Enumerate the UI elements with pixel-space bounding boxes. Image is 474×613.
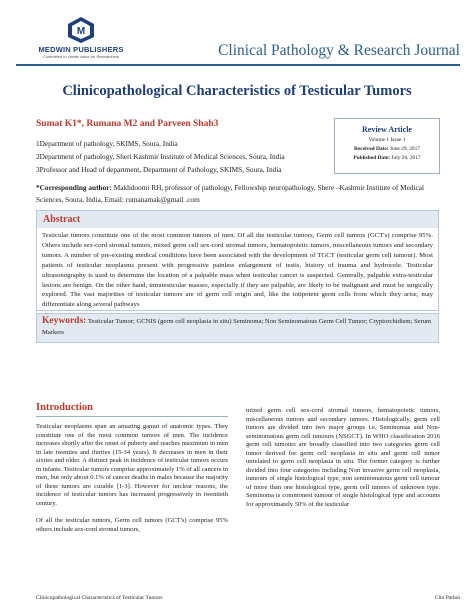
intro-paragraph-1: Testicular neoplasms span an amazing gamut of anatomic types. They constitute one of the most common tumors of men. The incidence increases shortly after the onset of puberty and reaches maximum in men in late twenties and thirties (15-34 years). It decreases in men in their sixties and older. A distinct peak in incidence of testicular tumors occurs in infants. Testicular tumors comprise approximately 1% of all cancers in men, but only about 0.1% of cancer deaths in males because the majority of these tumors are curable [1-3]. However for unclear reasons, the incidence of testicular tumors has increased progressively in twentieth century. [36,423,228,507]
publisher-name: MEDWIN PUBLISHERS [38,45,124,54]
footer-article-title: Clinicopathological Characteristics of Testicular Tumors [36,595,163,601]
affiliation-2: 2Department of pathology, Sheri Kashmir Institute of Medical Sciences, Soura, India [36,152,285,161]
author-list: Sumat K1*, Rumana M2 and Parveen Shah3 [36,119,219,129]
publisher-tagline: Committed to create value for Researchers [42,54,120,59]
abstract-box [36,210,439,311]
affiliation-1: 1Department of pathology, SKIMS, Soura, India [36,139,178,148]
received-date: Received Date: June 29, 2017 [353,146,421,152]
keywords-label: Keywords: [42,316,87,326]
body-column-right [246,407,440,510]
corresponding-author [36,182,438,206]
published-date: Published Date: July 26, 2017 [353,155,421,161]
abstract-text: Testicular tumors constitute one of the most common tumors of men. Of all the testicular tumors, Germ cell tumors (GCT's) comprise 95%. Others include sex-cord stromal tumors, mixed germ cell sex-cord stromal tumors, hematopoietic tumors, miscellaneous tumors and secondary tumors. A number of pre-existing medical conditions have been associated with the development of TGCT (testicular germ cell tumour). Most patients of testicular neoplasms present with progressive painless enlargement of testis, history of trauma and hydrocele. Testicular ultrasonography is used to determine the location of a palpable mass when testicular cancer is suspected. Generally, palpable extra-testicular lesions are benign. On the other hand, intratesticular masses, especially if they are palpable, are likely to be malignant and must be surgically explored. The vast majorities of testicular tumors are of germ cell origin and, like the totipotent germ cells from which they arise, may differentiate along several pathways [42,232,433,309]
body-column-left [36,423,228,535]
intro-paragraph-3: mixed germ cell sex-cord stromal tumors, hematopoietic tumors, miscellaneous tumors and secondary tumors. Histologically, germ cell tumors are divided into two major groups i.e. Seminomas and Non-seminomatous germ cell tumours (NSGCT). In WHO classification 2016 germ cell tumours are broadly classified into two categories germ cell tumor derived for germ cell neoplasia in situ and germ cell tumor unrelated to germ cell neoplasia in situ. The former category is further divided into four categories including Non invasive germ cell neoplasia, tumours of single histological type, non seminomatous germ cell tumour of more than one histological type, germ cell tumors of unknown type. Seminoma is commonest tumour of single histological type and accounts for approximately 50% of the testicular [246,407,440,509]
keywords-text: Testicular Tumor; GCNIS (germ cell neoplasia in situ) Seminoma; Non Seminomatous Germ Cell Tumor; Cryptorchidism; Serum Markers [42,318,432,336]
corresponding-label: *Corresponding author: [36,183,112,192]
footer-journal-abbrev: Clin Pathol [434,595,460,601]
journal-name: Clinical Pathology & Research Journal [218,42,460,59]
medwin-logo-icon [66,16,96,44]
keywords-box [36,313,439,343]
header-divider [16,64,460,66]
review-info-box [334,118,440,174]
introduction-divider [36,416,228,417]
introduction-heading: Introduction [36,402,93,413]
article-title: Clinicopathological Characteristics of Testicular Tumors [62,83,412,99]
volume-issue: Volume 1 Issue 1 [368,137,406,143]
corresponding-text: Makhdoomi RH, professor of pathology, Fellowship neuropathology, Shere –Kashmir Institute of Medical Sciences, Soura, India, Email: rumanamak@gmail .com [36,183,425,204]
affiliation-3: 3Professor and Head of department, Department of Pathology, SKIMS, Soura, India [36,165,282,174]
intro-paragraph-2: Of all the testicular tumors, Germ cell tumors (GCT's) comprise 95% others include sex-cord stromal tumors, [36,517,228,534]
article-type: Review Article [362,125,412,134]
publisher-logo [36,16,126,66]
abstract-heading: Abstract [37,211,438,228]
svg-text:M: M [76,26,86,37]
